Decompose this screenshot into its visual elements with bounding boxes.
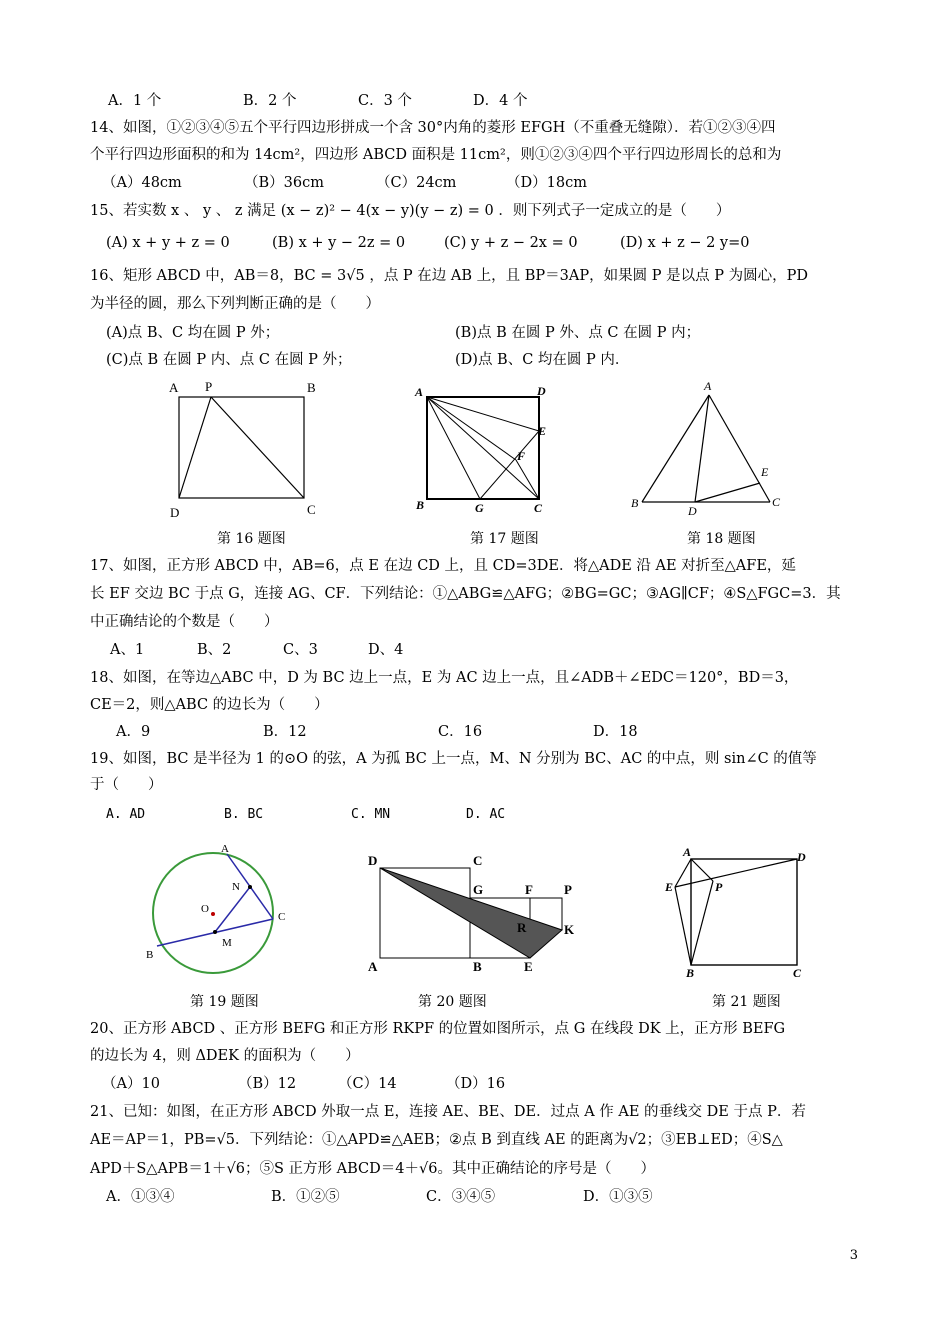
f20-label-p: P: [564, 882, 572, 897]
q19-option-c: C. MN: [351, 807, 391, 822]
q16-option-c: (C)点 B 在圆 P 内、点 C 在圆 P 外；: [106, 352, 352, 368]
q18-option-a: A．9: [116, 724, 151, 740]
f18-label-d: D: [688, 504, 697, 518]
f17-label-c: C: [534, 501, 543, 515]
caption-fig20: 第 20 题图: [418, 994, 487, 1010]
f20-label-b: B: [473, 959, 482, 974]
figure-16: [160, 375, 330, 520]
q14-line1: 14、如图，①②③④⑤五个平行四边形拼成一个含 30°内角的菱形 EFGH（不重叠无缝隙）．若①②③④四: [90, 120, 776, 136]
q17-line3: 中正确结论的个数是（ ）: [90, 614, 279, 630]
figure-18: [625, 375, 790, 520]
q13-option-c: C．3 个: [358, 93, 412, 109]
q20-option-b: （B）12: [238, 1076, 297, 1092]
q15-option-c: (C) y + z − 2x = 0: [444, 235, 578, 251]
f21-label-b: B: [686, 966, 695, 980]
q19-option-b: B. BC: [224, 807, 264, 822]
f21-label-c: C: [793, 966, 802, 980]
q21-option-d: D．①③⑤: [583, 1189, 653, 1205]
q18-option-c: C．16: [438, 724, 483, 740]
f19-label-o: O: [201, 903, 209, 915]
f19-label-a: A: [221, 843, 229, 855]
f21-label-p: P: [715, 880, 723, 894]
caption-fig19: 第 19 题图: [190, 994, 259, 1010]
q21-line1: 21、已知：如图，在正方形 ABCD 外取一点 E，连接 AE、BE、DE．过点 A 作 AE 的垂线交 DE 于点 P．若: [90, 1104, 806, 1120]
q20-line2: 的边长为 4，则 ΔDEK 的面积为（ ）: [90, 1048, 360, 1064]
caption-fig16: 第 16 题图: [217, 531, 286, 547]
f16-label-a: A: [169, 380, 179, 395]
f20-label-c: C: [473, 853, 483, 868]
f18-label-a: A: [704, 379, 712, 393]
q19-line1: 19、如图，BC 是半径为 1 的⊙O 的弦，A 为孤 BC 上一点，M、N 分别为 BC、AC 的中点，则 sin∠C 的值等: [90, 751, 817, 767]
q14-option-a: （A）48cm: [102, 175, 182, 191]
f20-label-g: G: [473, 882, 484, 897]
f20-label-d: D: [368, 853, 378, 868]
q15-stem: 15、若实数 x 、 y 、 z 满足 (x − z)² − 4(x − y)(y − z) = 0 ．则下列式子一定成立的是（ ）: [90, 203, 731, 219]
f18-label-c: C: [772, 495, 781, 509]
q21-option-b: B．①②⑤: [271, 1189, 340, 1205]
f17-label-e: E: [538, 424, 547, 438]
q21-option-a: A．①③④: [106, 1189, 175, 1205]
q15-option-a: (A) x + y + z = 0: [106, 235, 230, 251]
f19-label-m: M: [222, 937, 232, 949]
q17-option-c: C、3: [283, 642, 318, 658]
q16-option-b: (B)点 B 在圆 P 外、点 C 在圆 P 内；: [455, 325, 701, 341]
f20-label-r: R: [517, 920, 527, 935]
q14-option-c: （C）24cm: [376, 175, 457, 191]
f17-label-f: F: [517, 449, 526, 463]
figure-21: [655, 845, 815, 980]
q21-line3: APD＋S△APB＝1＋√6；⑤S 正方形 ABCD＝4＋√6。其中正确结论的序号是（ ）: [90, 1161, 655, 1177]
f17-label-g: G: [475, 501, 484, 515]
figure-20: [362, 848, 587, 978]
f19-label-c: C: [278, 911, 286, 923]
q20-option-d: （D）16: [446, 1076, 506, 1092]
f17-label-a: A: [415, 385, 424, 399]
q15-option-b: (B) x + y − 2z = 0: [272, 235, 406, 251]
f20-label-f: F: [525, 882, 533, 897]
q18-option-d: D．18: [593, 724, 638, 740]
q17-line1: 17、如图，正方形 ABCD 中，AB=6，点 E 在边 CD 上，且 CD=3DE．将△ADE 沿 AE 对折至△AFE，延: [90, 558, 796, 574]
q19-option-a: A. AD: [106, 807, 146, 822]
f18-label-b: B: [631, 496, 639, 510]
f17-label-b: B: [416, 498, 425, 512]
f20-label-e: E: [524, 959, 533, 974]
q20-option-c: （C）14: [338, 1076, 397, 1092]
page-number: 3: [849, 1248, 858, 1263]
q17-option-a: A、1: [110, 642, 145, 658]
f21-label-a: A: [683, 845, 692, 859]
f18-label-e: E: [761, 465, 769, 479]
q20-option-a: （A）10: [102, 1076, 160, 1092]
q16-option-a: (A)点 B、C 均在圆 P 外；: [106, 325, 280, 341]
q18-line1: 18、如图，在等边△ABC 中，D 为 BC 边上一点，E 为 AC 边上一点，且∠ADB＋∠EDC＝120°，BD＝3，: [90, 670, 799, 686]
q13-option-d: D．4 个: [473, 93, 528, 109]
f16-label-b: B: [307, 380, 316, 395]
figure-19: [140, 840, 300, 980]
q13-option-b: B．2 个: [243, 93, 297, 109]
q21-option-c: C．③④⑤: [426, 1189, 496, 1205]
f19-label-n: N: [232, 881, 240, 893]
q14-line2: 个平行四边形面积的和为 14cm²，四边形 ABCD 面积是 11cm²，则①②③④四个平行四边形周长的总和为: [90, 147, 782, 163]
f21-label-d: D: [797, 850, 806, 864]
q18-option-b: B．12: [263, 724, 307, 740]
figure-17: [410, 380, 555, 515]
q16-line2: 为半径的圆，那么下列判断正确的是（ ）: [90, 296, 380, 312]
f16-label-p: P: [205, 379, 213, 394]
q17-line2: 长 EF 交边 BC 于点 G，连接 AG、CF．下列结论：①△ABG≌△AFG；②BG=GC；③AG∥CF；④S△FGC=3．其: [90, 586, 841, 602]
f20-label-k: K: [564, 922, 575, 937]
q19-option-d: D. AC: [466, 807, 506, 822]
f16-label-c: C: [307, 502, 316, 517]
q13-option-a: A．1 个: [108, 93, 162, 109]
q16-line1: 16、矩形 ABCD 中，AB＝8，BC = 3√5 ，点 P 在边 AB 上，且 BP＝3AP，如果圆 P 是以点 P 为圆心，PD: [90, 268, 808, 284]
q19-line2: 于（ ）: [90, 777, 163, 793]
q17-option-d: D、4: [368, 642, 404, 658]
q14-option-d: （D）18cm: [506, 175, 587, 191]
q14-option-b: （B）36cm: [244, 175, 324, 191]
q16-option-d: (D)点 B、C 均在圆 P 内．: [455, 352, 630, 368]
caption-fig21: 第 21 题图: [712, 994, 781, 1010]
f17-label-d: D: [537, 384, 546, 398]
caption-fig17: 第 17 题图: [470, 531, 539, 547]
f16-label-d: D: [170, 505, 180, 520]
f21-label-e: E: [665, 880, 674, 894]
q18-line2: CE＝2，则△ABC 的边长为（ ）: [90, 697, 329, 713]
q21-line2: AE＝AP＝1，PB=√5．下列结论：①△APD≌△AEB；②点 B 到直线 AE 的距离为√2；③EB⊥ED；④S△: [90, 1132, 783, 1148]
caption-fig18: 第 18 题图: [687, 531, 756, 547]
f20-label-a: A: [368, 959, 378, 974]
q20-line1: 20、正方形 ABCD 、正方形 BEFG 和正方形 RKPF 的位置如图所示，点 G 在线段 DK 上，正方形 BEFG: [90, 1021, 786, 1037]
q17-option-b: B、2: [197, 642, 232, 658]
f19-label-b: B: [146, 949, 154, 961]
q15-option-d: (D) x + z − 2 y=0: [620, 235, 750, 251]
